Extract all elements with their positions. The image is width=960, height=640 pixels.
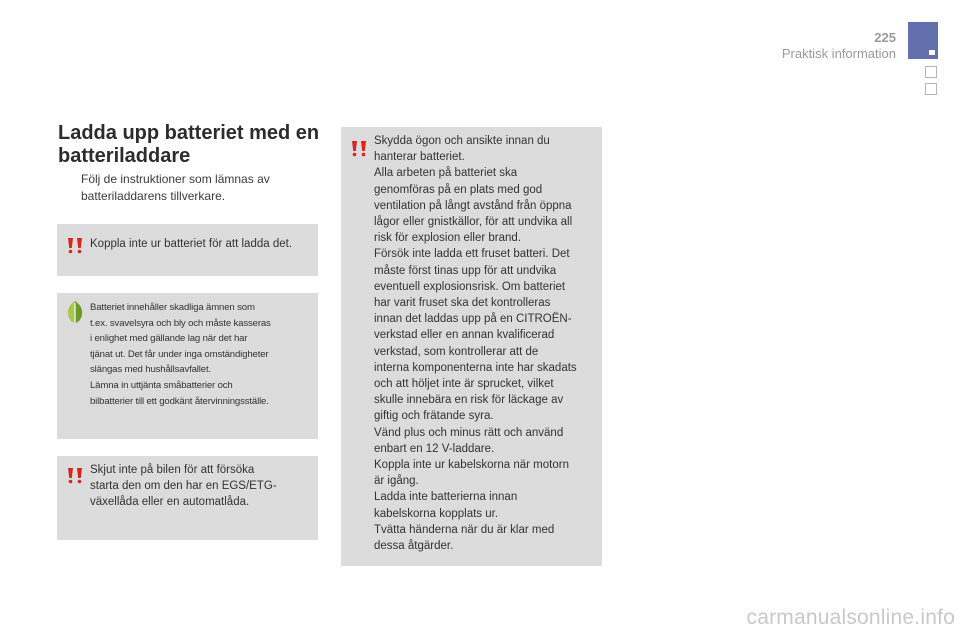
chapter-tab-marker — [929, 50, 935, 55]
warning-box-safety — [341, 127, 602, 566]
environment-text: Batteriet innehåller skadliga ämnen som t.ex. svavelsyra och bly och måste kasseras i enlighet med gällande lag när det har tjänat ut. Det får under inga omständigheter slängas med hushållsavfallet. Lämna in uttjänta småbatterier och bilbatterier till ett godkänt återvinningsställe. — [90, 302, 271, 407]
warning-box-push-start — [57, 456, 318, 540]
warning-icon — [350, 138, 368, 158]
leaf-icon — [66, 300, 84, 324]
instruction-text: Följ de instruktioner som lämnas av batteriladdarens tillverkare. — [81, 172, 270, 203]
instruction-item — [60, 171, 310, 205]
page-heading: Ladda upp batteriet med en batteriladdare — [58, 122, 320, 167]
warning-text: Koppla inte ur batteriet för att ladda det. — [90, 238, 293, 250]
chapter-tab — [908, 22, 938, 59]
watermark: carmanualsonline.info — [746, 606, 955, 629]
environment-box — [57, 293, 318, 439]
warning-text: Skjut inte på bilen för att försöka starta den om den har en EGS/ETG- växellåda eller en automatlåda. — [90, 464, 277, 509]
warning-icon — [66, 235, 84, 255]
chapter-tab-outline-2 — [925, 83, 937, 95]
warning-text: Skydda ögon och ansikte innan du hanterar batteriet. Alla arbeten på batteriet ska genomföras på en plats med god ventilation på långt avstånd från öppna lågor eller gnistkällor, för att undvika all risk för explosion eller brand. Försök inte ladda ett fruset batteri. Det måste först tinas upp för att undvika eventuell explosionsrisk. Om batteriet har varit fruset ska det kontrolleras innan det laddas upp på en CITROËN- verkstad eller en annan kvalificerad verkstad, som kontrollerar att de interna komponenterna inte har skadats och att höljet inte är sprucket, vilket skulle innebära en risk för läckage av giftig och frätande syra. Vänd plus och minus rätt och använd enbart en 12 V-laddare. Koppla inte ur kabelskorna när motorn är igång. Ladda inte batterierna innan kabelskorna kopplats ur. Tvätta händerna när du är klar med dessa åtgärder. — [374, 135, 577, 553]
chapter-tab-outline-1 — [925, 66, 937, 78]
section-title: Praktisk information — [781, 46, 896, 61]
warning-box-disconnect — [57, 224, 318, 276]
page-number: 225 — [874, 30, 896, 45]
warning-icon — [66, 465, 84, 485]
